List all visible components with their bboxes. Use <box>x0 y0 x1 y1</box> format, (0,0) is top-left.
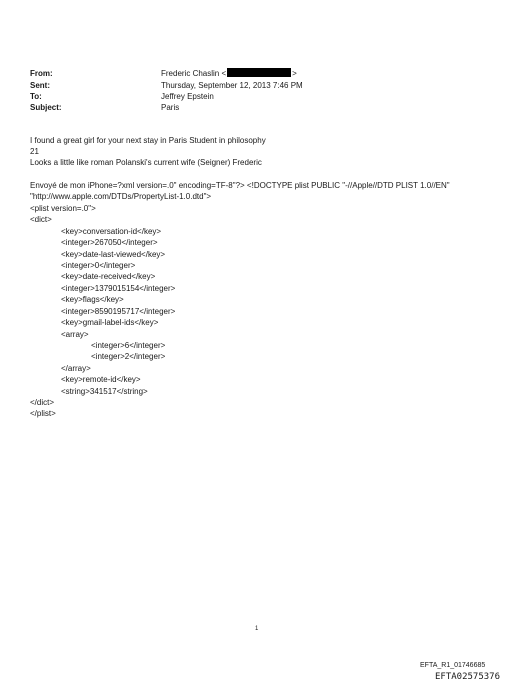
plist-line: <string>341517</string> <box>61 387 148 396</box>
sent-value: Thursday, September 12, 2013 7:46 PM <box>161 81 303 90</box>
plist-line: <key>remote-id</key> <box>61 375 141 384</box>
plist-line: <integer>0</integer> <box>61 261 136 270</box>
body-line-5: "http://www.apple.com/DTDs/PropertyList-1.0.dtd"> <box>30 192 212 201</box>
plist-line: <integer>6</integer> <box>91 341 166 350</box>
body-line-1: I found a great girl for your next stay in Paris Student in philosophy <box>30 136 266 145</box>
redaction-box <box>227 68 291 77</box>
to-value: Jeffrey Epstein <box>161 92 214 101</box>
plist-line: </plist> <box>30 409 56 418</box>
plist-line: </array> <box>61 364 91 373</box>
plist-line: <key>flags</key> <box>61 295 124 304</box>
plist-line: <key>date-last-viewed</key> <box>61 250 166 259</box>
subject-label: Subject: <box>30 103 62 112</box>
plist-line: <array> <box>61 330 89 339</box>
plist-line: <key>date-received</key> <box>61 272 156 281</box>
body-line-2: 21 <box>30 147 39 156</box>
body-line-3: Looks a little like roman Polanski's current wife (Seigner) Frederic <box>30 158 262 167</box>
sent-label: Sent: <box>30 81 50 90</box>
bates-internal-id: EFTA_R1_01746685 <box>420 662 486 669</box>
plist-line: <plist version=.0"> <box>30 204 96 213</box>
page-number: 1 <box>255 626 259 632</box>
plist-line: <dict> <box>30 215 52 224</box>
plist-line: </dict> <box>30 398 55 407</box>
plist-line: <key>gmail-label-ids</key> <box>61 318 159 327</box>
bates-number: EFTA02575376 <box>435 672 501 682</box>
plist-line: <integer>1379015154</integer> <box>61 284 176 293</box>
subject-value: Paris <box>161 103 180 112</box>
from-name: Frederic Chaslin < <box>161 69 227 78</box>
to-label: To: <box>30 92 42 101</box>
plist-line: <integer>267050</integer> <box>61 238 158 247</box>
plist-line: <integer>2</integer> <box>91 352 166 361</box>
body-line-4: Envoyé de mon iPhone=?xml version=.0" encoding=TF-8"?> <!DOCTYPE plist PUBLIC "-//Apple//DTD PLIST 1.0//EN" <box>30 181 450 190</box>
from-close: > <box>292 69 297 78</box>
plist-line: <integer>8590195717</integer> <box>61 307 176 316</box>
from-label: From: <box>30 69 53 78</box>
from-value <box>161 68 297 79</box>
plist-line: <key>conversation-id</key> <box>61 227 162 236</box>
